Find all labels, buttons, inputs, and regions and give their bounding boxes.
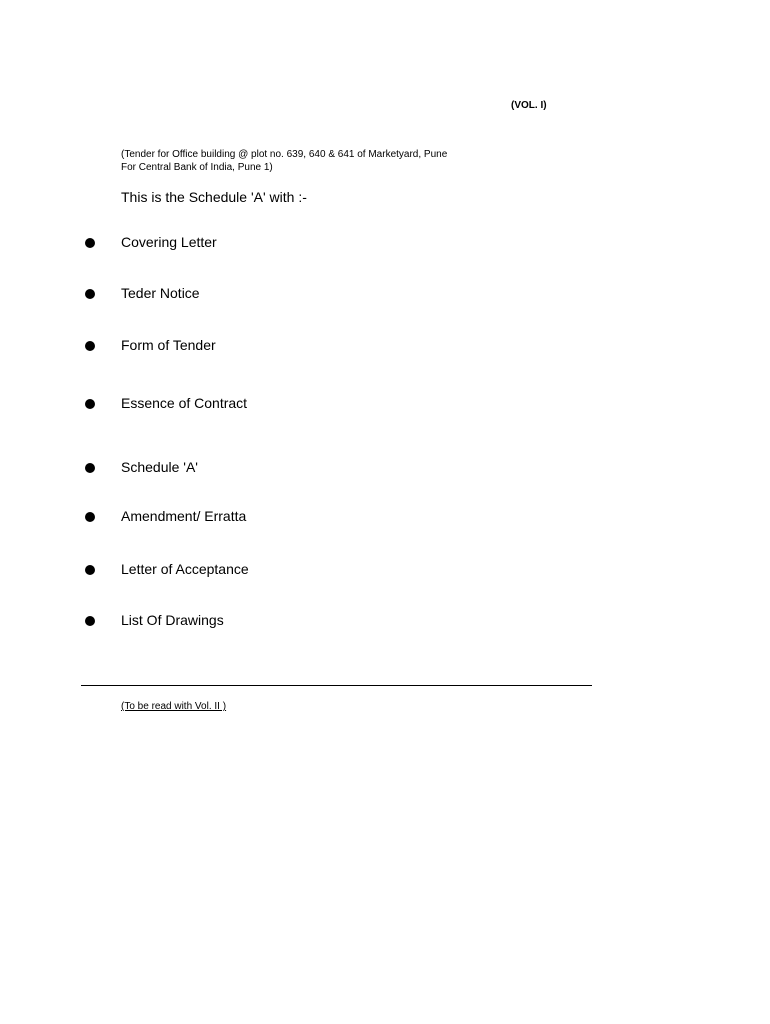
list-item [0, 285, 770, 305]
schedule-intro: This is the Schedule 'A' with :- [121, 189, 307, 205]
list-item-label: Schedule 'A' [121, 459, 198, 475]
bullet-icon [85, 463, 95, 473]
list-item [0, 337, 770, 357]
horizontal-rule [81, 685, 592, 686]
bullet-icon [85, 512, 95, 522]
bullet-icon [85, 616, 95, 626]
subtitle-line-2: For Central Bank of India, Pune 1) [121, 162, 273, 173]
list-item-label: Letter of Acceptance [121, 561, 249, 577]
list-item [0, 395, 770, 415]
list-item-label: Form of Tender [121, 337, 216, 353]
list-item-label: Covering Letter [121, 234, 217, 250]
list-item-label: Teder Notice [121, 285, 200, 301]
bullet-icon [85, 399, 95, 409]
subtitle-line-1: (Tender for Office building @ plot no. 639, 640 & 641 of Marketyard, Pune [121, 149, 448, 160]
tender-subtitle [121, 148, 447, 174]
list-item [0, 561, 770, 581]
list-item-label: List Of Drawings [121, 612, 224, 628]
list-item [0, 234, 770, 254]
list-item [0, 612, 770, 632]
bullet-icon [85, 565, 95, 575]
list-item [0, 459, 770, 479]
list-item-label: Essence of Contract [121, 395, 248, 411]
footnote: (To be read with Vol. II ) [121, 701, 227, 712]
bullet-icon [85, 238, 95, 248]
list-item-label: Amendment/ Erratta [121, 508, 247, 524]
list-item [0, 508, 770, 528]
bullet-icon [85, 341, 95, 351]
bullet-icon [85, 289, 95, 299]
volume-label: (VOL. I) [511, 100, 547, 111]
